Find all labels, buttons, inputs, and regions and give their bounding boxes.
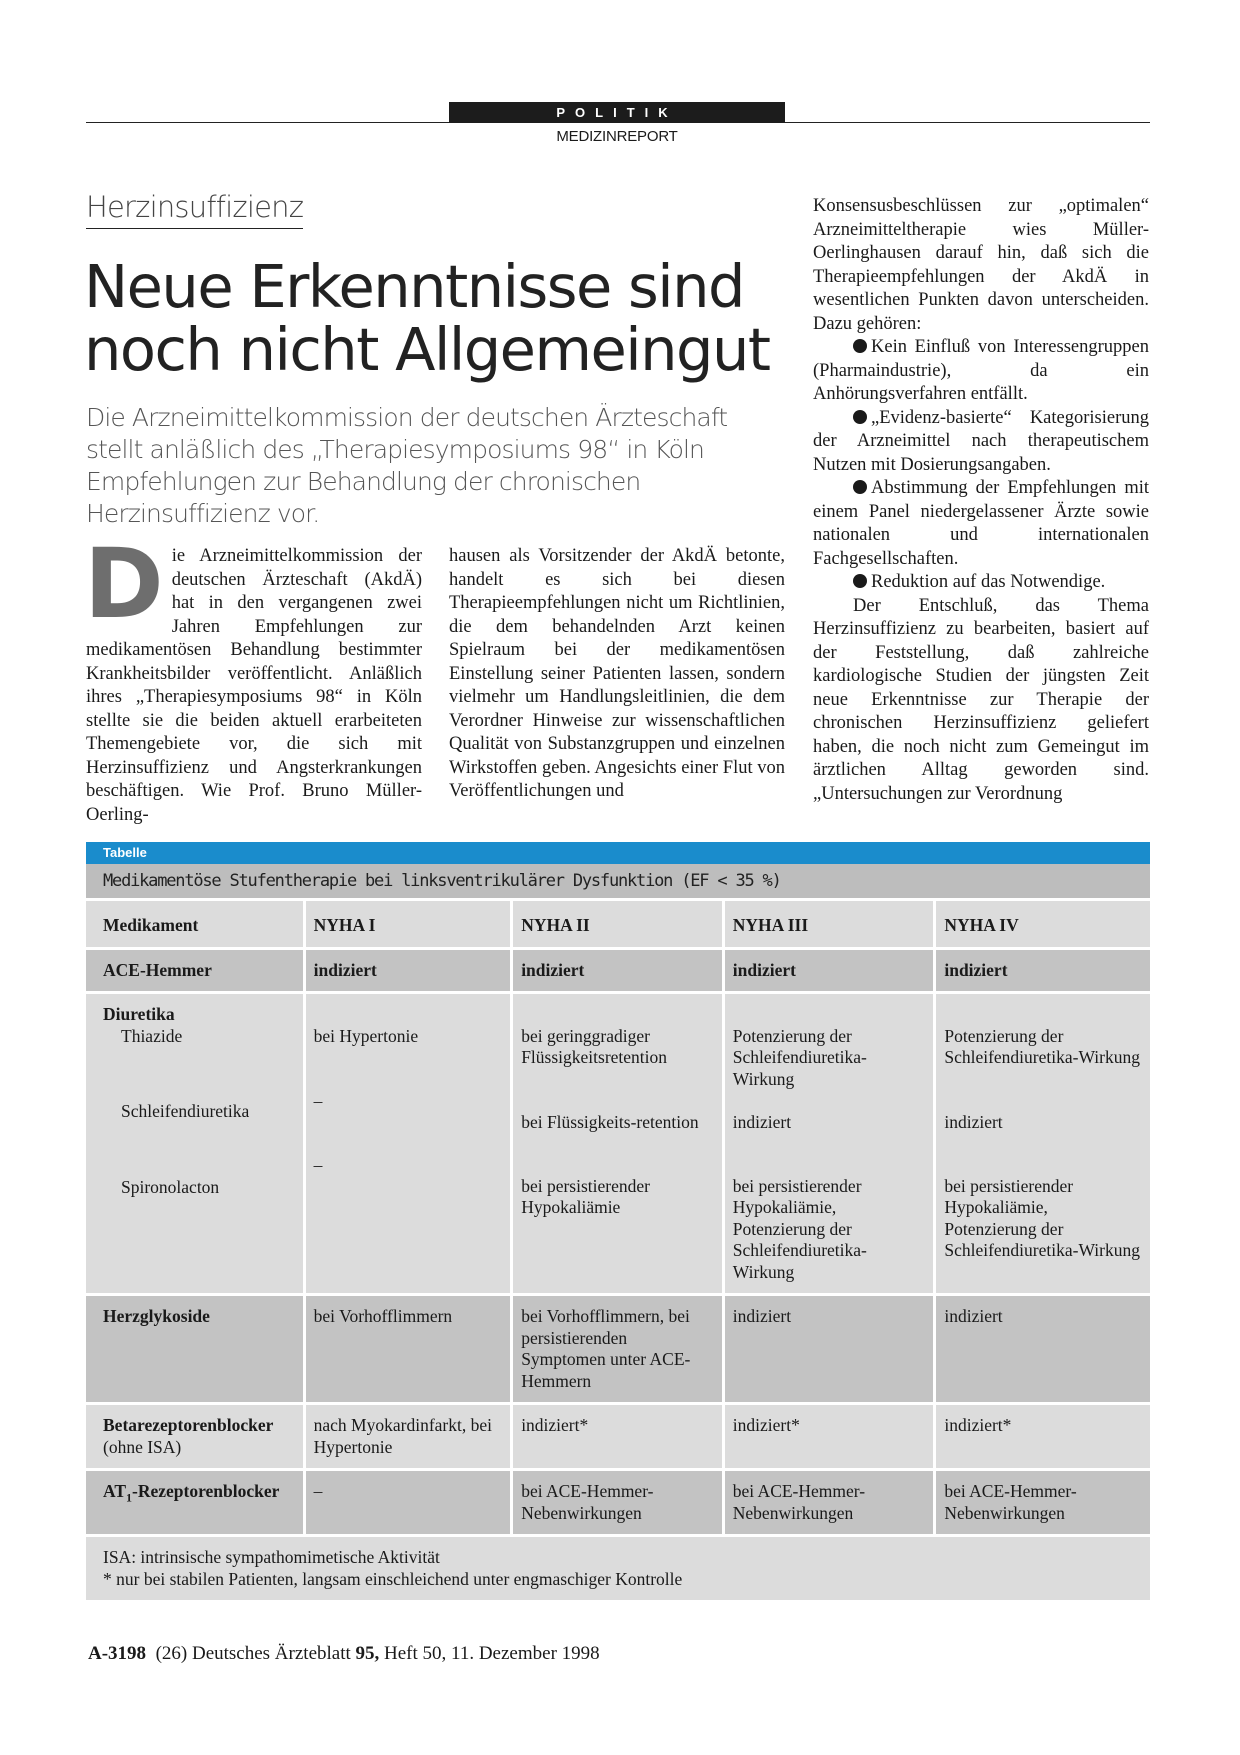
- table-cell: indiziert: [725, 950, 934, 992]
- table-header-cell: NYHA III: [725, 901, 934, 947]
- table-caption: Medikamentöse Stufentherapie bei linksventrikulärer Dysfunktion (EF < 35 %): [86, 864, 1150, 898]
- table-cell: indiziert: [936, 950, 1150, 992]
- bullet-icon: [853, 339, 867, 353]
- table-footnotes: [86, 1537, 1150, 1600]
- article-lead: Die Arzneimittelkommission der deutschen Ärzteschaft stellt anläßlich des „Therapiesymposiums 98“ in Köln Empfehlungen zur Behandlung der chronischen Herzinsuffizienz vor.: [86, 403, 728, 528]
- volume: 95,: [355, 1643, 380, 1664]
- drug-subname: Schleifendiuretika: [121, 1101, 250, 1121]
- drug-name-cell: [86, 994, 303, 1293]
- article-headline: Neue Erkenntnisse sind noch nicht Allgemeingut: [84, 252, 770, 384]
- table-row: [86, 950, 1150, 992]
- article-kicker: Herzinsuffizienz: [86, 190, 303, 229]
- drug-name-cell: ACE-Hemmer: [86, 950, 303, 992]
- table-cell: indiziert*: [725, 1405, 934, 1468]
- table-cell: indiziert: [513, 950, 722, 992]
- table-cell: –: [306, 1471, 511, 1534]
- bullet-item: Kein Einfluß von Interessengruppen (Pharmaindustrie), da ein Anhörungsverfahren entfällt.: [813, 337, 1149, 404]
- table-header-cell: Medikament: [86, 901, 303, 947]
- table-cell: bei Vorhofflimmern: [306, 1296, 511, 1402]
- table-cell: bei geringgradiger Flüssigkeitsretention bei Flüssigkeits-retention bei persistierender Hypokaliämie: [513, 994, 722, 1293]
- table-row: [86, 1471, 1150, 1534]
- table-cell: bei Hypertonie – –: [306, 994, 511, 1293]
- table-cell: indiziert*: [513, 1405, 722, 1468]
- body-text: hausen als Vorsitzender der AkdÄ betonte, handelt es sich bei diesen Therapieempfehlungen nicht um Richtlinien, die dem behandelnden Arzt keinen Spielraum bei der medikamentösen Einstellung seiner Patienten lassen, sondern vielmehr um Handlungsleitlinien, die dem Verordner Hinweise zur wissenschaftlichen Qualität von Substanzgruppen und einzelnen Wirkstoffen geben. Angesichts einer Flut von Veröffentlichungen und: [449, 546, 785, 801]
- drug-subname: Spironolacton: [121, 1176, 220, 1197]
- table-cell: indiziert: [936, 1296, 1150, 1402]
- table-cell: nach Myokardinfarkt, bei Hypertonie: [306, 1405, 511, 1468]
- drop-cap: D: [84, 528, 164, 640]
- table-grid: [83, 898, 1153, 1537]
- table-cell: indiziert: [306, 950, 511, 992]
- table-header-cell: NYHA IV: [936, 901, 1150, 947]
- table-cell: Potenzierung der Schleifendiuretika-Wirkung indiziert bei persistierender Hypokaliämie, Potenzierung der Schleifendiuretika-Wirkung: [936, 994, 1150, 1293]
- table-cell: bei ACE-Hemmer-Nebenwirkungen: [725, 1471, 934, 1534]
- table-header-cell: NYHA I: [306, 901, 511, 947]
- body-column-1: [84, 528, 422, 827]
- page-number: A-3198: [88, 1643, 147, 1664]
- table-header-row: [86, 901, 1150, 947]
- bullet-icon: [853, 480, 867, 494]
- drug-subname: Thiazide: [121, 1025, 183, 1046]
- body-text: Konsensusbeschlüssen zur „optimalen“ Arzneimitteltherapie wies Müller-Oerlinghausen darauf hin, daß sich die Therapieempfehlungen der AkdÄ in wesentlichen Punkten davon unterscheiden. Dazu gehören:: [813, 196, 1149, 334]
- body-column-2: [449, 545, 785, 804]
- table-cell: bei ACE-Hemmer-Nebenwirkungen: [513, 1471, 722, 1534]
- citation: (26) Deutsches Ärzteblatt: [155, 1643, 351, 1664]
- table-cell: Potenzierung der Schleifendiuretika-Wirkung indiziert bei persistierender Hypokaliämie, Potenzierung der Schleifendiuretika-Wirkung: [725, 994, 934, 1293]
- drug-name-cell: Herzglykoside: [86, 1296, 303, 1402]
- bullet-item: „Evidenz-basierte“ Kategorisierung der Arzneimittel nach therapeutischem Nutzen mit Dosierungsangaben.: [813, 407, 1149, 475]
- table-cell: bei ACE-Hemmer-Nebenwirkungen: [936, 1471, 1150, 1534]
- subsection-label: MEDIZINREPORT: [556, 128, 678, 145]
- drug-group-label: Diuretika: [103, 1004, 175, 1024]
- table-cell: bei Vorhofflimmern, bei persistierenden Symptomen unter ACE-Hemmern: [513, 1296, 722, 1402]
- therapy-table: [86, 842, 1150, 1600]
- table-row: [86, 1296, 1150, 1402]
- bullet-item: Abstimmung der Empfehlungen mit einem Panel niedergelassener Ärzte sowie nationalen und internationalen Fachgesellschaften.: [813, 478, 1149, 569]
- page-folio: [88, 1643, 600, 1665]
- drug-name-cell: $AT_1$-Rezeptorenblocker: [86, 1471, 303, 1534]
- table-row: [86, 1405, 1150, 1468]
- table-row: [86, 994, 1150, 1293]
- table-cell: indiziert: [725, 1296, 934, 1402]
- table-tag: Tabelle: [86, 842, 1150, 864]
- bullet-item: Reduktion auf das Notwendige.: [813, 571, 1149, 595]
- bullet-icon: [853, 410, 867, 424]
- body-text: ie Arzneimittelkommission der deutschen Ärzteschaft (AkdÄ) hat in den vergangenen zwei Jahren Empfehlungen zur medikamentösen Behandlung bestimmter Krankheitsbilder veröffentlicht. Anläßlich ihres „Therapiesymposiums 98“ in Köln stellte sie die beiden aktuell erarbeiteten Themengebiete vor, die sich mit Herzinsuffizienz und Angsterkrankungen beschäftigen. Wie Prof. Bruno Müller-Oerling-: [86, 546, 422, 825]
- bullet-icon: [853, 574, 867, 588]
- table-header-cell: NYHA II: [513, 901, 722, 947]
- section-label: POLITIK: [449, 102, 785, 123]
- body-column-3: [813, 195, 1149, 806]
- body-text: Der Entschluß, das Thema Herzinsuffizienz zu bearbeiten, basiert auf der Feststellung, daß zahlreiche kardiologische Studien der jüngsten Zeit neue Erkenntnisse zur Therapie der chronischen Herzinsuffizienz geliefert haben, die noch nicht zum Gemeingut im ärztlichen Alltag geworden sind. „Untersuchungen zur Verordnung: [813, 595, 1149, 804]
- footnote: * nur bei stabilen Patienten, langsam einschleichend unter engmaschiger Kontrolle: [103, 1568, 683, 1589]
- footnote: ISA: intrinsische sympathomimetische Aktivität: [103, 1547, 440, 1567]
- drug-name-cell: Betarezeptorenblocker (ohne ISA): [86, 1405, 303, 1468]
- table-cell: indiziert*: [936, 1405, 1150, 1468]
- citation-issue: Heft 50, 11. Dezember 1998: [384, 1643, 600, 1664]
